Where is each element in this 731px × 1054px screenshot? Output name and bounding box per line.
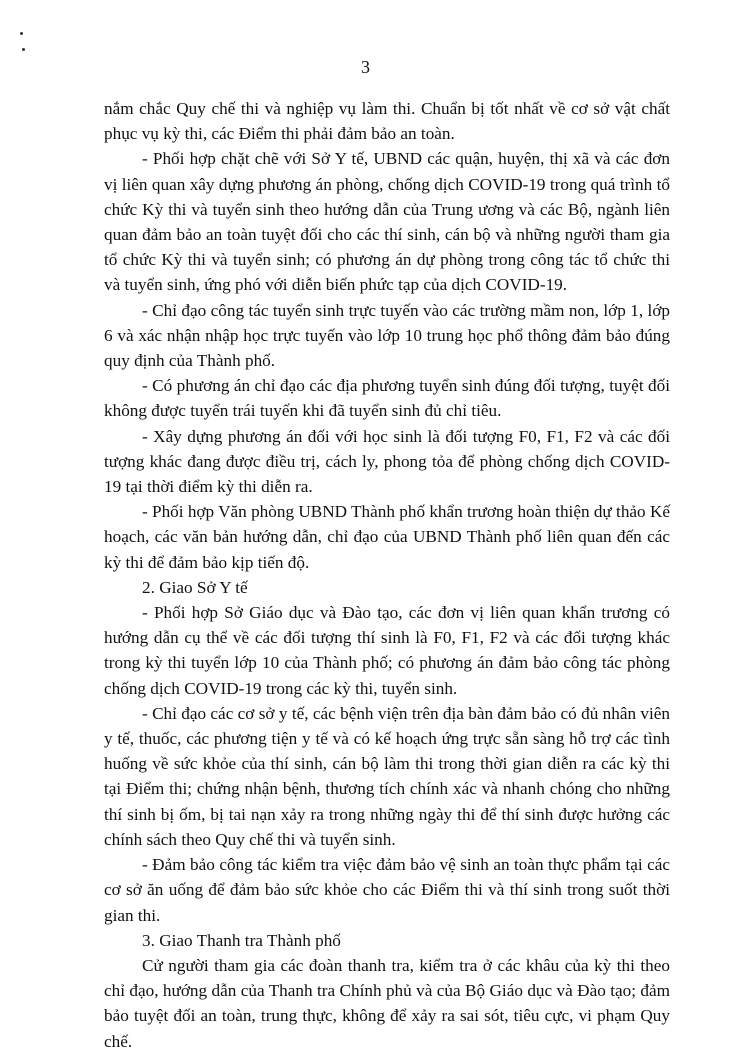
paragraph-bullet: - Đảm bảo công tác kiểm tra việc đảm bảo vệ sinh an toàn thực phẩm tại các cơ sở ăn uống để đảm bảo sức khỏe cho các Điểm thi và thí sinh trong suốt thời gian thi.	[104, 855, 670, 925]
scan-speck	[20, 32, 23, 35]
paragraph-bullet: - Chỉ đạo các cơ sở y tế, các bệnh viện trên địa bàn đảm bảo có đủ nhân viên y tế, thuốc, các phương tiện y tế và có kế hoạch ứng trực sẵn sàng hỗ trợ các tình huống về sức khỏe của thí sinh, cán bộ làm thi trong thời gian diễn ra các kỳ thi tại Điểm thi; chứng nhận bệnh, thương tích chính xác và nhanh chóng cho những thí sinh bị ốm, bị tai nạn xảy ra trong những ngày thi để thí sinh được hưởng các chính sách theo Quy chế thi và tuyển sinh.	[104, 703, 670, 849]
scan-speck	[22, 48, 25, 51]
paragraph: Cử người tham gia các đoàn thanh tra, kiểm tra ở các khâu của kỳ thi theo chỉ đạo, hướng dẫn của Thanh tra Chính phủ và của Bộ Giáo dục và Đào tạo; đảm bảo tuyệt đối an toàn, trung thực, không để xảy ra sai sót, tiêu cực, vi phạm Quy chế.	[104, 955, 670, 1051]
paragraph-bullet: - Có phương án chỉ đạo các địa phương tuyển sinh đúng đối tượng, tuyệt đối không được tuyển trái tuyến khi đã tuyển sinh đủ chỉ tiêu.	[104, 376, 670, 421]
document-body	[104, 96, 670, 1054]
paragraph-bullet: - Phối hợp Sở Giáo dục và Đào tạo, các đơn vị liên quan khẩn trương có hướng dẫn cụ thể về các đối tượng thí sinh là F0, F1, F2 và các đối tượng khác trong kỳ thi tuyển lớp 10 của Thành phố; có phương án đảm bảo công tác phòng chống dịch COVID-19 trong các kỳ thi, tuyển sinh.	[104, 603, 670, 698]
page-number: 3	[361, 57, 370, 77]
paragraph-bullet: - Xây dựng phương án đối với học sinh là đối tượng F0, F1, F2 và các đối tượng khác đang được điều trị, cách ly, phong tỏa để phòng chống dịch COVID-19 tại thời điểm kỳ thi diễn ra.	[104, 426, 670, 497]
section-heading: 2. Giao Sở Y tế	[142, 577, 248, 597]
paragraph-continuation: nắm chắc Quy chế thi và nghiệp vụ làm thi. Chuẩn bị tốt nhất về cơ sở vật chất phục vụ kỳ thi, các Điểm thi phải đảm bảo an toàn.	[104, 99, 670, 144]
paragraph-bullet: - Phối hợp chặt chẽ với Sở Y tế, UBND các quận, huyện, thị xã và các đơn vị liên quan xây dựng phương án phòng, chống dịch COVID-19 trong quá trình tổ chức Kỳ thi và tuyển sinh theo hướng dẫn của Trung ương và các Bộ, ngành liên quan đảm bảo an toàn tuyệt đối cho các thí sinh, cán bộ và những người tham gia tổ chức Kỳ thi và tuyển sinh; có phương án dự phòng trong công tác tổ chức thi và tuyển sinh, ứng phó với diễn biến phức tạp của dịch COVID-19.	[104, 149, 670, 295]
paragraph-bullet: - Phối hợp Văn phòng UBND Thành phố khẩn trương hoàn thiện dự thảo Kế hoạch, các văn bản hướng dẫn, chỉ đạo của UBND Thành phố liên quan đến các kỳ thi để đảm bảo kịp tiến độ.	[104, 502, 670, 572]
section-heading: 3. Giao Thanh tra Thành phố	[142, 930, 341, 950]
paragraph-bullet: - Chỉ đạo công tác tuyển sinh trực tuyến vào các trường mầm non, lớp 1, lớp 6 và xác nhận nhập học trực tuyến vào lớp 10 trung học phổ thông đảm bảo đúng quy định của Thành phố.	[104, 300, 670, 371]
